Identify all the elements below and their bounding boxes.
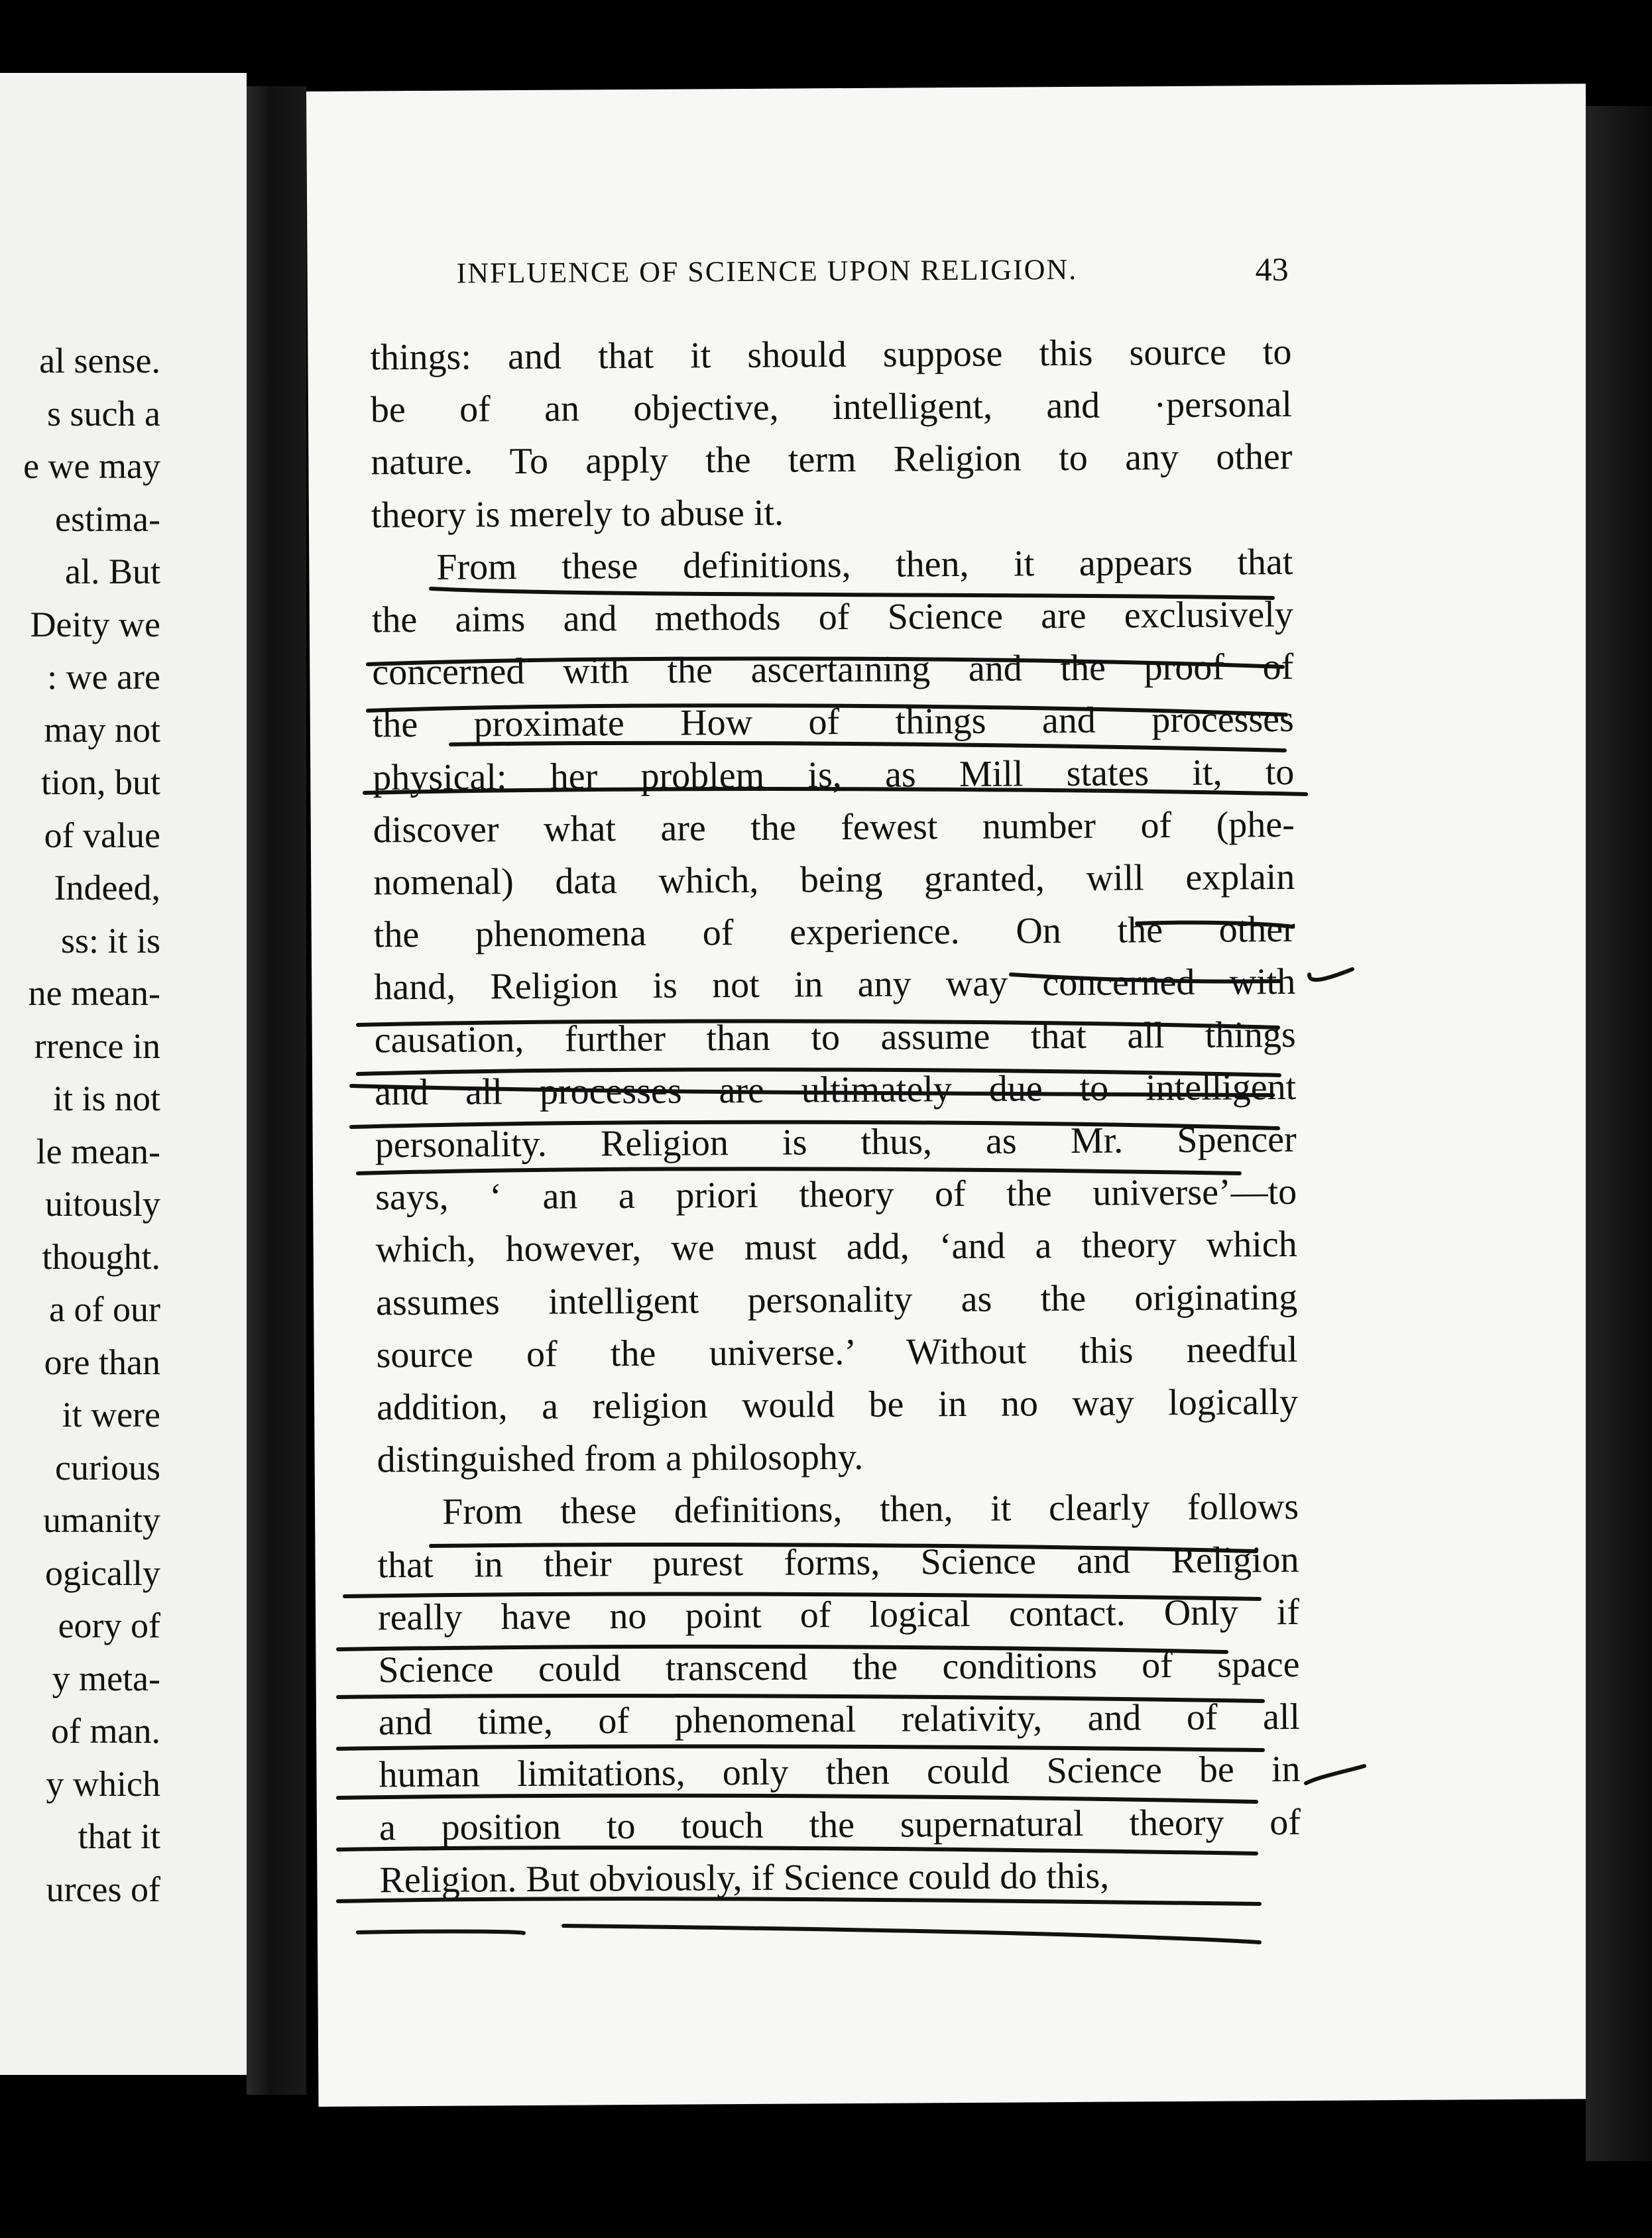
left-page-line: y meta- [52,1658,160,1698]
left-page-line: s such a [47,393,160,434]
body-text-line: nature. To apply the term Religion to any other [371,436,1293,483]
left-page-line: ne mean- [28,973,160,1013]
running-head: INFLUENCE OF SCIENCE UPON RELIGION. [456,253,1078,290]
body-text-line: things: and that it should suppose this source to [370,331,1292,379]
left-page-line: umanity [43,1500,160,1540]
left-page-line: ogically [45,1553,160,1593]
left-page-line: may not [44,709,160,750]
body-text-line: addition, a religion would be in no way logically [376,1381,1299,1429]
body-text-line: From these definitions, then, it clearly follows [442,1486,1299,1533]
left-page-line: tion, but [40,762,160,802]
left-page-line: a of our [49,1289,160,1329]
body-text-line: discover what are the fewest number of (phe- [373,803,1295,851]
left-page-line: Deity we [30,604,160,644]
page-number: 43 [1255,250,1289,288]
page-edge-shadow [1586,106,1652,2161]
body-text-line: physical: her problem is, as Mill states it, to [373,751,1295,798]
body-text-line: hand, Religion is not in any way concerned with [374,961,1296,1008]
right-page [306,84,1598,2107]
left-page-line: y which [46,1763,160,1804]
left-page [0,73,247,2075]
left-page-line: ore than [44,1342,160,1382]
left-page-line: : we are [47,657,160,697]
left-page-line: al sense. [39,341,160,381]
body-text-line: theory is merely to abuse it. [371,492,784,536]
body-text-line: the aims and methods of Science are exclusively [371,593,1294,641]
body-text-line: that in their purest forms, Science and Religion [377,1539,1299,1586]
left-page-line: of value [44,815,160,855]
left-page-line: ss: it is [60,920,160,961]
body-text-line: a position to touch the supernatural theory of [379,1801,1301,1848]
body-text-line: causation, further than to assume that all things [374,1014,1296,1061]
left-page-line: Indeed, [54,868,160,908]
left-page-line: thought. [42,1236,160,1277]
body-text-line: really have no point of logical contact. Only if [377,1591,1300,1639]
left-page-line: that it [78,1816,160,1856]
body-text-line: which, however, we must add, ‘and a theory which [375,1224,1297,1271]
body-text-line: assumes intelligent personality as the originating [375,1276,1298,1323]
book-gutter [247,86,306,2095]
left-page-line: it is not [52,1079,160,1118]
body-text-line: concerned with the ascertaining and the proof of [372,646,1294,693]
left-page-line: urces of [46,1869,160,1909]
body-text-line: personality. Religion is thus, as Mr. Spencer [375,1118,1297,1166]
left-page-line: curious [55,1447,160,1488]
left-page-line: it were [62,1395,160,1435]
body-text-line: source of the universe.’ Without this needful [376,1328,1298,1376]
body-text-line: Religion. But obviously, if Science could do this, [379,1855,1110,1901]
left-page-line: eory of [58,1606,160,1645]
body-text-line: be of an objective, intelligent, and ·personal [370,384,1293,431]
body-text-line: nomenal) data which, being granted, will explain [373,856,1295,904]
body-text-line: the proximate How of things and processes [372,699,1295,746]
body-text-line: and time, of phenomenal relativity, and of all [378,1696,1301,1743]
left-page-line: e we may [23,446,160,486]
body-text-line: says, ‘ an a priori theory of the universe’—to [375,1171,1297,1218]
body-text-line: distinguished from a philosophy. [377,1437,864,1481]
left-page-line: rrence in [34,1026,160,1066]
left-page-line: uitously [44,1184,160,1224]
body-text-line: human limitations, only then could Science be in [379,1749,1301,1796]
left-page-line: of man. [51,1711,160,1751]
body-text-line: the phenomena of experience. On the other [373,909,1295,956]
left-page-line: al. But [65,552,160,591]
body-text-line: and all processes are ultimately due to intelligent [375,1066,1297,1114]
left-page-line: le mean- [36,1131,160,1171]
body-text-line: From these definitions, then, it appears that [436,541,1293,588]
left-page-line: estima- [55,499,160,539]
body-text-line: Science could transcend the conditions of space [378,1643,1300,1691]
